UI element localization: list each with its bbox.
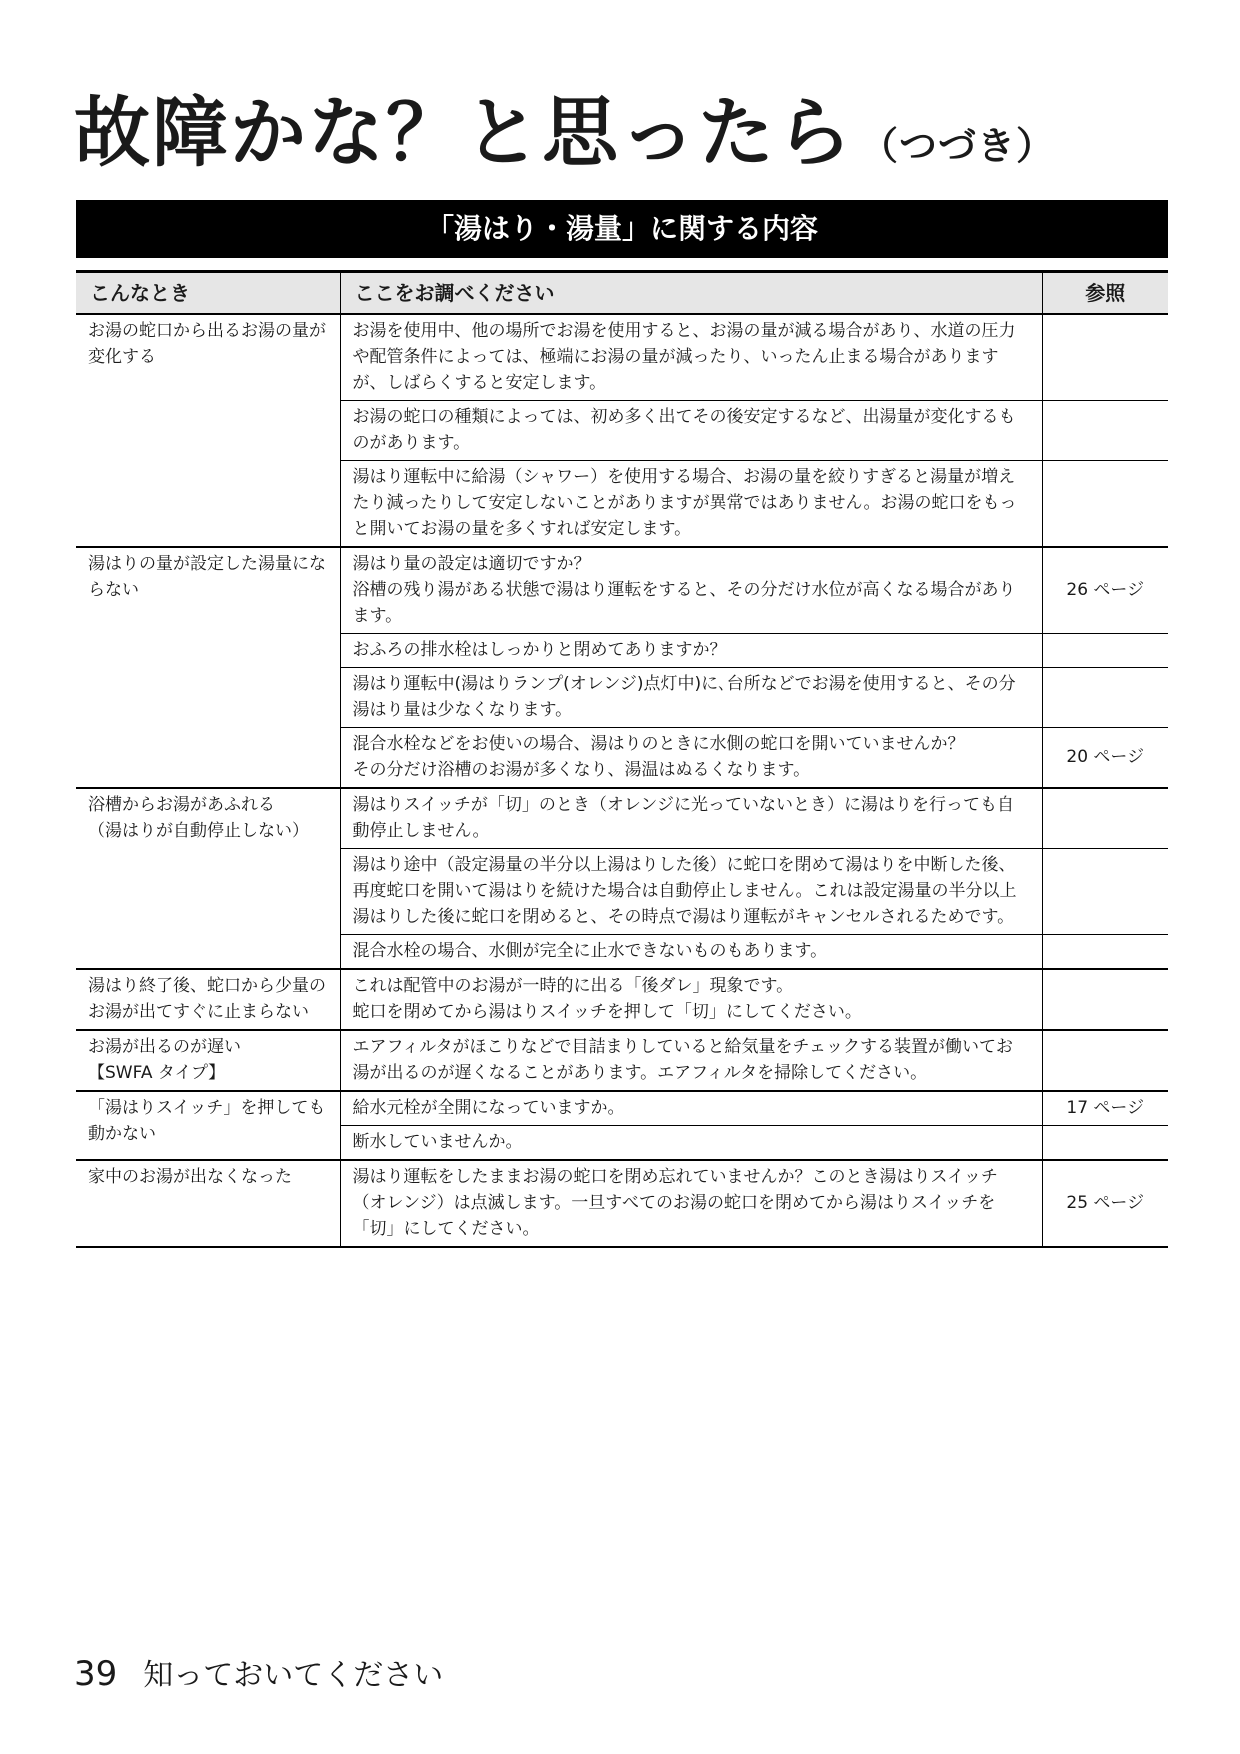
trouble-group (76, 1091, 1168, 1160)
table-row (76, 547, 1168, 634)
reference-cell (1042, 461, 1168, 548)
check-cell: 混合水栓の場合、水側が完全に止水できないものもあります。 (340, 935, 1042, 970)
condition-cell: 湯はり終了後、蛇口から少量のお湯が出てすぐに止まらない (76, 969, 340, 1030)
reference-cell (1042, 935, 1168, 970)
reference-cell: 20 ページ (1042, 728, 1168, 789)
check-cell: お湯を使用中、他の場所でお湯を使用すると、お湯の量が減る場合があり、水道の圧力や配管条件によっては、極端にお湯の量が減ったり、いったん止まる場合がありますが、しばらくすると安定します。 (340, 314, 1042, 401)
check-cell: エアフィルタがほこりなどで目詰まりしていると給気量をチェックする装置が働いてお湯が出るのが遅くなることがあります。エアフィルタを掃除してください。 (340, 1030, 1042, 1091)
header-condition: こんなとき (76, 272, 340, 315)
reference-cell: 26 ページ (1042, 547, 1168, 634)
condition-cell: 湯はりの量が設定した湯量にならない (76, 547, 340, 788)
table-row (76, 1160, 1168, 1247)
reference-cell (1042, 668, 1168, 728)
reference-cell (1042, 969, 1168, 1030)
check-cell: おふろの排水栓はしっかりと閉めてありますか？ (340, 634, 1042, 668)
header-reference: 参照 (1042, 272, 1168, 315)
section-heading: 「湯はり・湯量」に関する内容 (76, 200, 1168, 258)
table-row (76, 969, 1168, 1030)
footer-section-label: 知っておいてください (143, 1658, 444, 1693)
check-cell: 断水していませんか。 (340, 1126, 1042, 1161)
condition-cell: お湯の蛇口から出るお湯の量が変化する (76, 314, 340, 547)
table-row (76, 788, 1168, 849)
check-cell: お湯の蛇口の種類によっては、初め多く出てその後安定するなど、出湯量が変化するものがあります。 (340, 401, 1042, 461)
condition-cell: お湯が出るのが遅い 【SWFA タイプ】 (76, 1030, 340, 1091)
trouble-group (76, 788, 1168, 969)
check-cell: 湯はり運転中(湯はりランプ(オレンジ)点灯中)に､台所などでお湯を使用すると、その分湯はり量は少なくなります。 (340, 668, 1042, 728)
reference-cell (1042, 401, 1168, 461)
table-header-row (76, 272, 1168, 315)
troubleshooting-table (76, 270, 1168, 1248)
table-row (76, 1030, 1168, 1091)
check-cell: 湯はり運転中に給湯（シャワー）を使用する場合、お湯の量を絞りすぎると湯量が増えたり減ったりして安定しないことがありますが異常ではありません。お湯の蛇口をもっと開いてお湯の量を多くすれば安定します。 (340, 461, 1042, 548)
reference-cell (1042, 788, 1168, 849)
page-title (74, 72, 1055, 181)
reference-cell (1042, 849, 1168, 935)
check-cell: 湯はり運転をしたままお湯の蛇口を閉め忘れていませんか？このとき湯はりスイッチ（オレンジ）は点滅します。一旦すべてのお湯の蛇口を閉めてから湯はりスイッチを「切」にしてください。 (340, 1160, 1042, 1247)
reference-cell: 25 ページ (1042, 1160, 1168, 1247)
page-footer (74, 1650, 443, 1694)
reference-cell (1042, 314, 1168, 401)
header-check: ここをお調べください (340, 272, 1042, 315)
reference-cell (1042, 1126, 1168, 1161)
check-cell: 湯はり量の設定は適切ですか？ 浴槽の残り湯がある状態で湯はり運転をすると、その分だけ水位が高くなる場合があります。 (340, 547, 1042, 634)
check-cell: 湯はりスイッチが「切」のとき（オレンジに光っていないとき）に湯はりを行っても自動停止しません。 (340, 788, 1042, 849)
reference-cell (1042, 634, 1168, 668)
check-cell: 混合水栓などをお使いの場合、湯はりのときに水側の蛇口を開いていませんか？ その分だけ浴槽のお湯が多くなり、湯温はぬるくなります。 (340, 728, 1042, 789)
condition-cell: 「湯はりスイッチ」を押しても動かない (76, 1091, 340, 1160)
trouble-group (76, 969, 1168, 1030)
condition-cell: 浴槽からお湯があふれる （湯はりが自動停止しない） (76, 788, 340, 969)
trouble-group (76, 1160, 1168, 1247)
table-row (76, 1091, 1168, 1126)
trouble-group (76, 547, 1168, 788)
reference-cell: 17 ページ (1042, 1091, 1168, 1126)
page-title-main: 故障かな？と思ったら (74, 88, 854, 177)
check-cell: これは配管中のお湯が一時的に出る「後ダレ」現象です。 蛇口を閉めてから湯はりスイッチを押して「切」にしてください。 (340, 969, 1042, 1030)
check-cell: 湯はり途中（設定湯量の半分以上湯はりした後）に蛇口を閉めて湯はりを中断した後、再度蛇口を開いて湯はりを続けた場合は自動停止しません。これは設定湯量の半分以上湯はりした後に蛇口を閉めると、その時点で湯はり運転がキャンセルされるためです。 (340, 849, 1042, 935)
page-title-continued: （つづき） (860, 124, 1056, 168)
trouble-group (76, 1030, 1168, 1091)
page-number: 39 (74, 1654, 118, 1694)
trouble-group (76, 314, 1168, 547)
reference-cell (1042, 1030, 1168, 1091)
condition-cell: 家中のお湯が出なくなった (76, 1160, 340, 1247)
table-row (76, 314, 1168, 401)
check-cell: 給水元栓が全開になっていますか。 (340, 1091, 1042, 1126)
